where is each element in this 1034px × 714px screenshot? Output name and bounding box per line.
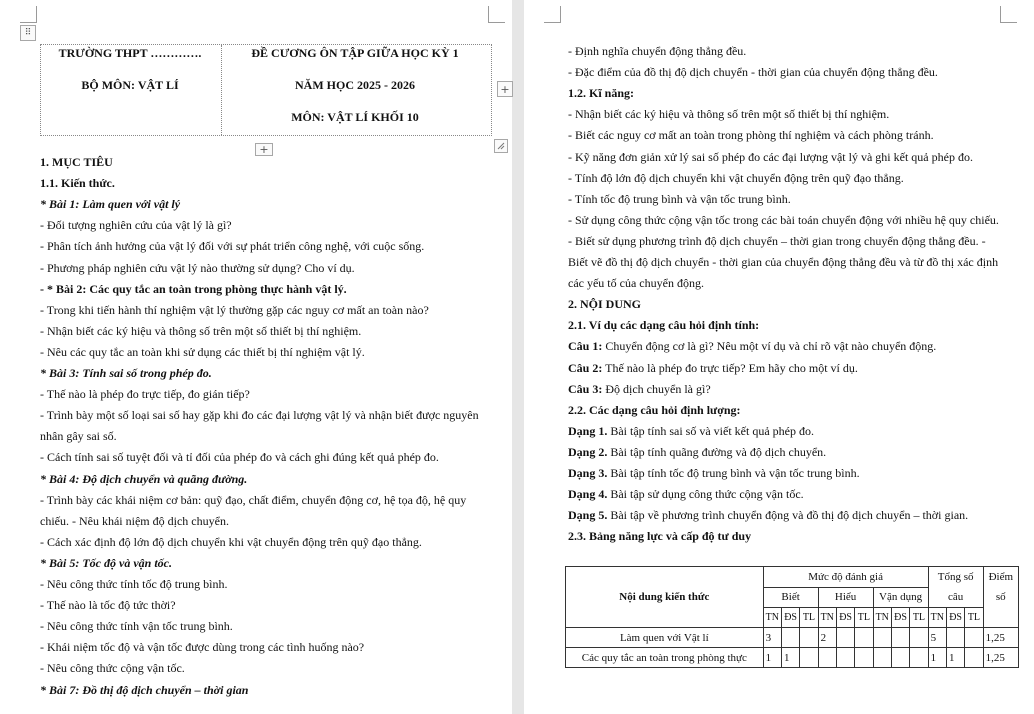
text-line (568, 361, 858, 375)
text-line (568, 234, 986, 248)
row-cell (800, 648, 818, 668)
row-cell (891, 648, 909, 668)
text-line (568, 86, 634, 100)
line-text: * Bài 4: Độ dịch chuyển và quãng đường. (40, 471, 248, 486)
text-line (568, 107, 889, 121)
line-text: Bài tập tính tốc độ trung bình và vận tốc trung bình. (607, 466, 860, 480)
text-line (568, 276, 704, 290)
text-line (568, 382, 711, 396)
crop-mark (20, 6, 37, 23)
text-line (40, 176, 115, 190)
row-cell (946, 628, 964, 648)
document-title: ĐỀ CƯƠNG ÔN TẬP GIỮA HỌC KỲ 1 (251, 46, 459, 60)
line-text: Biết vẽ đồ thị độ dịch chuyển - thời gian của chuyển động thẳng đều và từ đồ thị xác định (568, 255, 999, 269)
line-text: - Nêu công thức tính tốc độ trung bình. (40, 577, 228, 591)
text-line (40, 556, 172, 570)
row-cell: 1 (946, 648, 964, 668)
add-row-icon[interactable]: + (255, 143, 273, 156)
line-text: - Đối tượng nghiên cứu của vật lý là gì? (40, 218, 232, 233)
text-line (40, 155, 113, 169)
table-row (566, 648, 1019, 668)
header-subcol: ĐS (891, 608, 909, 628)
line-text: - Trình bày một số loại sai số hay gặp khi đo các đại lượng vật lý và nhận biết được nguyên (40, 408, 479, 423)
item-label: Dạng 3. (568, 466, 608, 480)
text-line (40, 661, 185, 675)
header-total: Tổng số câu (928, 567, 983, 608)
item-label: Dạng 2. (568, 444, 608, 459)
crop-mark (1000, 6, 1017, 23)
header-group: Vận dụng (873, 587, 928, 608)
text-line (568, 487, 804, 501)
header-subcol: TL (800, 608, 818, 628)
line-text: - Nhận biết các ký hiệu và thông số trên một số thiết bị thí nghiệm. (40, 323, 362, 338)
text-line (40, 514, 229, 528)
add-column-icon[interactable]: + (497, 81, 513, 97)
line-text: - Biết sử dụng phương trình độ dịch chuyển – thời gian trong chuyển động thẳng đều. - (568, 233, 986, 248)
header-subcol: TN (928, 608, 946, 628)
line-text: - Nhận biết các ký hiệu và thông số trên một số thiết bị thí nghiệm. (568, 107, 890, 122)
header-subcol: TL (855, 608, 873, 628)
row-cell (836, 628, 854, 648)
text-line (40, 450, 439, 464)
header-subcol: ĐS (836, 608, 854, 628)
text-line (568, 44, 746, 58)
line-text: - Nêu công thức cộng vận tốc. (40, 661, 185, 676)
subject-name: MÔN: VẬT LÍ KHỐI 10 (291, 110, 419, 124)
crop-mark (488, 6, 505, 23)
text-line (568, 150, 973, 164)
text-line (568, 171, 904, 185)
line-text: 2.3. Bảng năng lực và cấp độ tư duy (568, 529, 752, 544)
row-score: 1,25 (983, 648, 1018, 668)
line-text: 2.1. Ví dụ các dạng câu hỏi định tính: (568, 318, 760, 333)
table-resize-handle-icon[interactable] (494, 139, 508, 153)
text-line (40, 472, 247, 486)
text-line (40, 345, 365, 359)
line-text: Bài tập sử dụng công thức cộng vận tốc. (607, 487, 804, 502)
text-line (568, 318, 759, 332)
row-cell (910, 648, 928, 668)
row-cell: 1 (763, 648, 781, 668)
header-subcol: TL (965, 608, 983, 628)
header-content: Nội dung kiến thức (566, 567, 764, 628)
line-text: - Tính tốc độ trung bình và vận tốc trung bình. (568, 191, 791, 206)
line-text: - Khái niệm tốc độ và vận tốc được dùng trong các tình huống nào? (40, 640, 365, 655)
text-line (40, 535, 422, 549)
text-line (568, 445, 826, 459)
text-line (40, 429, 117, 443)
row-cell: 2 (818, 628, 836, 648)
header-subcol: TN (873, 608, 891, 628)
text-line (40, 197, 180, 211)
line-text: - Đặc điểm của đồ thị độ dịch chuyển - thời gian của chuyển động thẳng đều. (568, 65, 938, 80)
header-subcol: TN (818, 608, 836, 628)
row-content: Làm quen với Vật lí (566, 628, 764, 648)
text-line (568, 403, 741, 417)
row-score: 1,25 (983, 628, 1018, 648)
line-text: - Thế nào là tốc độ tức thời? (40, 598, 176, 613)
line-text: - Phương pháp nghiên cứu vật lý nào thường sử dụng? Cho ví dụ. (40, 260, 355, 275)
row-cell (836, 648, 854, 668)
text-line (568, 508, 968, 522)
text-line (40, 239, 424, 253)
text-line (40, 683, 248, 697)
row-cell: 5 (928, 628, 946, 648)
row-cell (855, 628, 873, 648)
line-text: - Kỹ năng đơn giản xử lý sai số phép đo các đại lượng vật lý và ghi kết quả phép đo. (568, 149, 973, 164)
line-text: 2. NỘI DUNG (568, 297, 642, 312)
row-cell: 3 (763, 628, 781, 648)
competency-table (565, 566, 1019, 668)
line-text: chiếu. - Nêu khái niệm độ dịch chuyển. (40, 513, 229, 528)
line-text: - Nêu các quy tắc an toàn khi sử dụng các thiết bị thí nghiệm vật lý. (40, 344, 365, 359)
text-line (568, 255, 998, 269)
line-text: 1.1. Kiến thức. (40, 176, 115, 191)
line-text: - Thế nào là phép đo trực tiếp, đo gián tiếp? (40, 387, 250, 402)
row-cell (873, 648, 891, 668)
text-line (40, 577, 227, 591)
text-line (40, 493, 466, 507)
header-subcol: ĐS (946, 608, 964, 628)
header-score: Điểm số (983, 567, 1018, 628)
row-cell (965, 628, 983, 648)
line-text: 1. MỤC TIÊU (40, 155, 113, 169)
text-line (568, 192, 791, 206)
line-text: - Định nghĩa chuyển động thẳng đều. (568, 44, 747, 58)
line-text: - Cách xác định độ lớn độ dịch chuyển khi vật chuyển động trên quỹ đạo thẳng. (40, 534, 422, 549)
school-year: NĂM HỌC 2025 - 2026 (295, 78, 415, 92)
header-subcol: TN (763, 608, 781, 628)
department-name: BỘ MÔN: VẬT LÍ (81, 78, 179, 92)
line-text: - Trình bày các khái niệm cơ bản: quỹ đạo, chất điểm, chuyển động cơ, hệ tọa độ, hệ quy (40, 492, 467, 507)
text-line (568, 339, 936, 353)
line-text: * Bài 1: Làm quen với vật lý (40, 197, 181, 212)
line-text: Thế nào là phép đo trực tiếp? Em hãy cho một ví dụ. (602, 360, 858, 375)
header-subcol: TL (910, 608, 928, 628)
text-line (40, 324, 361, 338)
text-line (568, 128, 934, 142)
row-cell (855, 648, 873, 668)
line-text: Độ dịch chuyển là gì? (602, 381, 711, 396)
text-line (568, 213, 999, 227)
item-label: Câu 1: (568, 339, 603, 354)
text-line (568, 297, 641, 311)
line-text: - Cách tính sai số tuyệt đối và tỉ đối của phép đo và cách ghi đúng kết quả phép đo. (40, 450, 439, 465)
header-subcol: ĐS (781, 608, 799, 628)
item-label: Câu 3: (568, 381, 603, 396)
text-line (568, 529, 751, 543)
line-text: Bài tập tính quãng đường và độ dịch chuyển. (607, 444, 827, 459)
line-text: * Bài 7: Đồ thị độ dịch chuyển – thời gian (40, 682, 249, 697)
line-text: * Bài 5: Tốc độ và vận tốc. (40, 555, 172, 570)
text-line (568, 466, 860, 480)
text-line (40, 408, 479, 422)
text-line (40, 261, 355, 275)
text-line (40, 619, 233, 633)
text-line (40, 303, 429, 317)
row-cell (910, 628, 928, 648)
line-text: nhân gây sai số. (40, 429, 117, 444)
row-cell (873, 628, 891, 648)
line-text: - Biết các nguy cơ mất an toàn trong phòng thí nghiệm và cách phòng tránh. (568, 128, 934, 143)
crop-mark (544, 6, 561, 23)
line-text: Bài tập tính sai số và viết kết quả phép đo. (607, 423, 814, 438)
row-cell: 1 (781, 648, 799, 668)
row-content: Các quy tắc an toàn trong phòng thực (566, 648, 764, 668)
row-cell (965, 648, 983, 668)
item-label: Câu 2: (568, 360, 603, 375)
line-text: các yếu tố của chuyển động. (568, 276, 704, 291)
line-text: - Phân tích ảnh hưởng của vật lý đối với sự phát triển công nghệ, với cuộc sống. (40, 239, 425, 254)
line-text: - * Bài 2: Các quy tắc an toàn trong phòng thực hành vật lý. (40, 281, 347, 296)
row-cell (818, 648, 836, 668)
line-text: - Nêu công thức tính vận tốc trung bình. (40, 619, 233, 634)
header-level: Mức độ đánh giá (763, 567, 928, 588)
text-line (40, 282, 347, 296)
text-line (568, 65, 938, 79)
item-label: Dạng 5. (568, 508, 608, 523)
line-text: - Trong khi tiến hành thí nghiệm vật lý thường gặp các nguy cơ mất an toàn nào? (40, 302, 429, 317)
table-move-handle-icon[interactable]: ⠿ (20, 25, 36, 41)
line-text: - Sử dụng công thức cộng vận tốc trong các bài toán chuyển động với nhiều hệ quy chiếu. (568, 212, 999, 227)
header-group: Biết (763, 587, 818, 608)
item-label: Dạng 4. (568, 487, 608, 502)
row-cell (781, 628, 799, 648)
line-text: Chuyển động cơ là gì? Nêu một ví dụ và chỉ rõ vật nào chuyển động. (602, 339, 937, 354)
text-line (40, 387, 250, 401)
row-cell: 1 (928, 648, 946, 668)
text-line (40, 640, 364, 654)
header-group: Hiểu (818, 587, 873, 608)
school-name: TRƯỜNG THPT …………. (58, 46, 202, 60)
line-text: 1.2. Kĩ năng: (568, 86, 635, 101)
line-text: Bài tập về phương trình chuyển động và đồ thị độ dịch chuyển – thời gian. (607, 508, 969, 523)
text-line (568, 424, 814, 438)
text-line (40, 218, 232, 232)
line-text: 2.2. Các dạng câu hỏi định lượng: (568, 402, 741, 417)
line-text: - Tính độ lớn độ dịch chuyển khi vật chuyển động trên quỹ đạo thẳng. (568, 170, 904, 185)
text-line (40, 366, 212, 380)
line-text: * Bài 3: Tính sai số trong phép đo. (40, 366, 212, 380)
row-cell (891, 628, 909, 648)
text-line (40, 598, 176, 612)
row-cell (800, 628, 818, 648)
item-label: Dạng 1. (568, 423, 608, 438)
table-row (566, 628, 1019, 648)
